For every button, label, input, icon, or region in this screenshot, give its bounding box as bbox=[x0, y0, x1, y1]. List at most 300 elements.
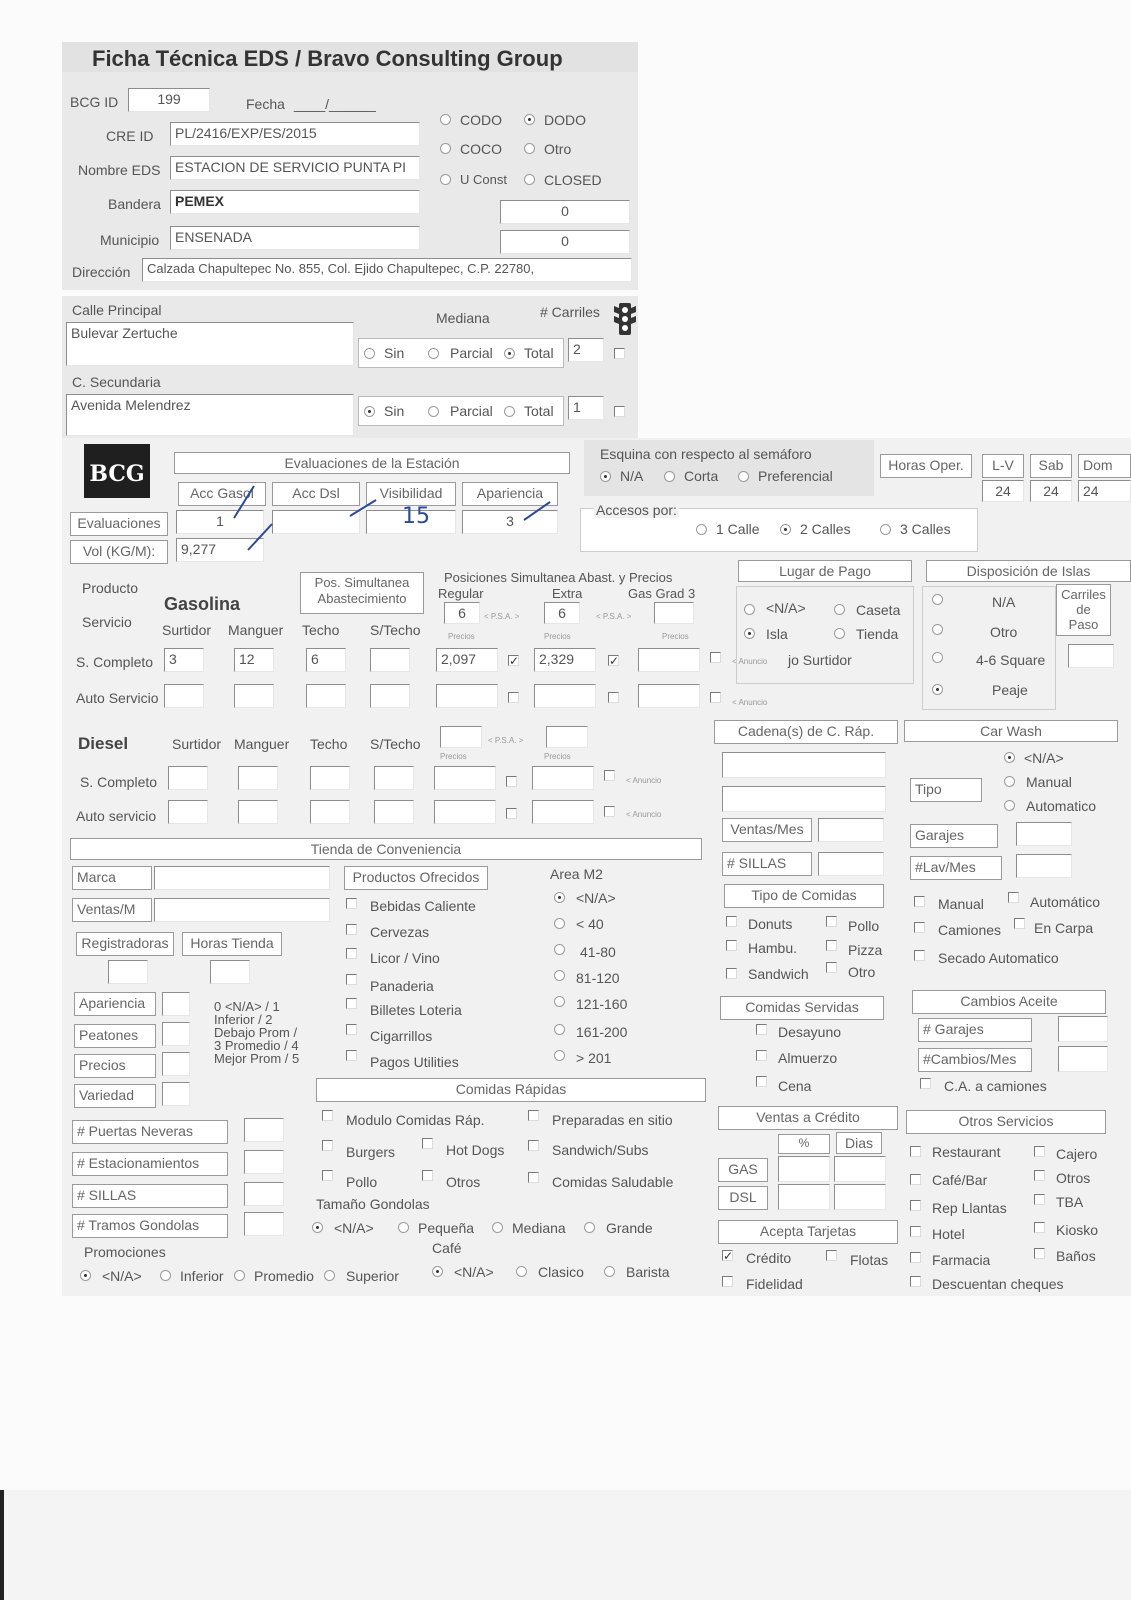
area-40-radio[interactable] bbox=[554, 918, 565, 929]
gondolas-na-label: <N/A> bbox=[334, 1220, 374, 1236]
secundaria-sin-radio[interactable] bbox=[364, 406, 375, 417]
prod-bebidas-label: Bebidas Caliente bbox=[370, 898, 476, 914]
area-161-radio[interactable] bbox=[554, 1024, 565, 1035]
direccion-field[interactable]: Calzada Chapultepec No. 855, Col. Ejido Chapultepec, C.P. 22780, bbox=[142, 258, 632, 282]
carwash-lav-field[interactable] bbox=[1016, 854, 1072, 878]
type-coco-label: COCO bbox=[460, 141, 502, 157]
area-121-label: 121-160 bbox=[576, 996, 628, 1012]
municipio-field[interactable]: ENSENADA bbox=[170, 226, 420, 250]
disp-peaje-radio[interactable] bbox=[932, 684, 943, 695]
gas-sc-extra-checkbox[interactable]: ✓ bbox=[609, 654, 620, 668]
cafe-na-radio[interactable] bbox=[432, 1266, 443, 1277]
cadena-ventas-field[interactable] bbox=[818, 818, 884, 842]
anuncio-label-1: < Anuncio bbox=[732, 657, 768, 666]
area-na-radio[interactable] bbox=[554, 892, 565, 903]
apariencia-header: Apariencia bbox=[462, 482, 558, 506]
promo-promedio-label: Promedio bbox=[254, 1268, 314, 1284]
tc-pollo-checkbox[interactable] bbox=[826, 916, 837, 927]
dsl-as-label: Auto servicio bbox=[76, 808, 157, 824]
cw-automatico-label: Automático bbox=[1030, 894, 1101, 910]
credito-dsl-pct[interactable] bbox=[778, 1184, 830, 1210]
credito-dias-header: Dias bbox=[836, 1132, 882, 1154]
dsl-as-manguer[interactable] bbox=[238, 800, 278, 824]
evaluaciones-header: Evaluaciones de la Estación bbox=[174, 452, 570, 474]
gas-sc-price-g3[interactable] bbox=[638, 648, 700, 672]
cadena-field-2[interactable] bbox=[722, 786, 886, 812]
cr-sandwich-checkbox[interactable] bbox=[528, 1140, 539, 1151]
tarjeta-flotas-checkbox[interactable] bbox=[826, 1250, 837, 1261]
os-llantas-label: Rep Llantas bbox=[932, 1200, 1007, 1216]
dsl-sc-manguer[interactable] bbox=[238, 766, 278, 790]
nombre-field[interactable]: ESTACION DE SERVICIO PUNTA PI bbox=[170, 156, 420, 180]
bandera-field[interactable]: PEMEX bbox=[170, 190, 420, 214]
os-kiosko-checkbox[interactable] bbox=[1034, 1222, 1045, 1233]
tc-pizza-checkbox[interactable] bbox=[826, 940, 837, 951]
pago-tienda-radio[interactable] bbox=[834, 628, 845, 639]
cr-modulo-checkbox[interactable] bbox=[322, 1110, 333, 1121]
gondolas-label: Tamaño Gondolas bbox=[316, 1196, 430, 1212]
gas-sc-price-extra[interactable]: 2,329 bbox=[534, 648, 596, 672]
puertas-field[interactable] bbox=[244, 1118, 284, 1142]
dsl-as-stecho[interactable] bbox=[374, 800, 414, 824]
pos-regular-field[interactable]: 6 bbox=[444, 602, 480, 624]
dsl-sc-anuncio-checkbox[interactable] bbox=[604, 770, 615, 781]
dsl-as-techo[interactable] bbox=[310, 800, 350, 824]
area-label: Area M2 bbox=[550, 866, 603, 882]
cr-burgers-checkbox[interactable] bbox=[322, 1140, 333, 1151]
os-restaurant-checkbox[interactable] bbox=[910, 1146, 921, 1157]
gondolas-mediana-radio[interactable] bbox=[492, 1222, 503, 1233]
gas-as-price-g3[interactable] bbox=[638, 684, 700, 708]
acc-dsl-value[interactable] bbox=[272, 510, 360, 534]
principal-parcial-radio[interactable] bbox=[428, 348, 439, 359]
gondolas-mediana-label: Mediana bbox=[512, 1220, 566, 1236]
fecha-field[interactable]: ____/______ bbox=[294, 96, 376, 112]
disp-square-radio[interactable] bbox=[932, 652, 943, 663]
tramos-field[interactable] bbox=[244, 1212, 284, 1236]
accesos-2-radio[interactable] bbox=[780, 524, 791, 535]
tc-sandwich-checkbox[interactable] bbox=[726, 968, 737, 979]
rating-precios-label: Precios bbox=[74, 1054, 156, 1078]
anuncio-label-2: < Anuncio bbox=[732, 698, 768, 707]
type-dodo-radio[interactable] bbox=[524, 114, 535, 125]
esquina-preferencial-label: Preferencial bbox=[758, 468, 833, 484]
pago-tienda-label: Tienda bbox=[856, 626, 899, 642]
prod-loteria-checkbox[interactable] bbox=[346, 998, 357, 1009]
gas-as-price-extra[interactable] bbox=[534, 684, 596, 708]
dsl-sc-price-1[interactable] bbox=[434, 766, 496, 790]
horas-lv-value[interactable]: 24 bbox=[982, 480, 1024, 502]
dsl-pos-field-1[interactable] bbox=[440, 726, 482, 748]
type-otro-radio[interactable] bbox=[524, 143, 535, 154]
cr-preparadas-checkbox[interactable] bbox=[528, 1110, 539, 1121]
ventas-m-field[interactable] bbox=[154, 898, 330, 922]
marca-field[interactable] bbox=[154, 866, 330, 890]
municipio-label: Municipio bbox=[100, 232, 160, 248]
grade-regular-label: Regular bbox=[438, 586, 484, 601]
os-cafebar-checkbox[interactable] bbox=[910, 1174, 921, 1185]
cr-saludable-checkbox[interactable] bbox=[528, 1172, 539, 1183]
prod-panaderia-checkbox[interactable] bbox=[346, 974, 357, 985]
gondolas-na-radio[interactable] bbox=[312, 1222, 323, 1233]
form-title: Ficha Técnica EDS / Bravo Consulting Group bbox=[92, 46, 563, 71]
type-otro-label: Otro bbox=[544, 141, 572, 157]
area-41-radio[interactable] bbox=[554, 944, 565, 955]
diesel-title: Diesel bbox=[78, 734, 129, 753]
principal-semaforo-checkbox[interactable] bbox=[614, 348, 625, 359]
cw-manual-label: Manual bbox=[938, 896, 984, 912]
precios-label-2: Precios bbox=[544, 632, 571, 641]
prod-utilities-label: Pagos Utilities bbox=[370, 1054, 459, 1070]
carwash-manual-radio[interactable] bbox=[1004, 776, 1015, 787]
tc-otro-checkbox[interactable] bbox=[826, 962, 837, 973]
esquina-label: Esquina con respecto al semáforo bbox=[600, 446, 812, 462]
horas-sab-value[interactable]: 24 bbox=[1030, 480, 1072, 502]
promo-superior-radio[interactable] bbox=[324, 1270, 335, 1281]
gas-as-extra-checkbox[interactable] bbox=[608, 692, 619, 703]
cafe-barista-radio[interactable] bbox=[604, 1266, 615, 1277]
dsl-as-anuncio-checkbox[interactable] bbox=[604, 806, 615, 817]
aceite-cambios-field[interactable] bbox=[1058, 1046, 1108, 1072]
otros-servicios-header: Otros Servicios bbox=[906, 1110, 1106, 1134]
prod-cigarrillos-checkbox[interactable] bbox=[346, 1024, 357, 1035]
area-81-label: 81-120 bbox=[576, 970, 620, 986]
carwash-lav-label: #Lav/Mes bbox=[910, 856, 1002, 880]
gas-sc-manguer[interactable]: 12 bbox=[234, 648, 274, 672]
number-field-2[interactable]: 0 bbox=[500, 230, 630, 254]
aceite-header: Cambios Aceite bbox=[912, 990, 1106, 1014]
cadena-sillas-field[interactable] bbox=[818, 852, 884, 876]
gas-as-surtidor[interactable] bbox=[164, 684, 204, 708]
cr-hotdogs-checkbox[interactable] bbox=[422, 1138, 433, 1149]
registradoras-field[interactable] bbox=[108, 960, 148, 984]
cw-carpa-checkbox[interactable] bbox=[1014, 918, 1025, 929]
credito-gas-dias[interactable] bbox=[834, 1156, 886, 1182]
accesos-3-radio[interactable] bbox=[880, 524, 891, 535]
evaluaciones-row-label: Evaluaciones bbox=[70, 512, 168, 536]
tc-hambu-checkbox[interactable] bbox=[726, 940, 737, 951]
cr-pollo-label: Pollo bbox=[346, 1174, 378, 1190]
prod-bebidas-checkbox[interactable] bbox=[346, 898, 357, 909]
dsl-sc-surtidor[interactable] bbox=[168, 766, 208, 790]
gas-sc-regular-checkbox[interactable]: ✓ bbox=[509, 654, 520, 668]
dsl-sc-checkbox-1[interactable] bbox=[506, 776, 517, 787]
fecha-label: Fecha bbox=[246, 96, 285, 112]
horas-tienda-field[interactable] bbox=[210, 960, 250, 984]
credito-header: Ventas a Crédito bbox=[718, 1106, 898, 1130]
disp-na-radio[interactable] bbox=[932, 594, 943, 605]
secundaria-carriles-field[interactable]: 1 bbox=[568, 396, 604, 420]
dsl-sc-price-2[interactable] bbox=[532, 766, 594, 790]
carwash-na-radio[interactable] bbox=[1004, 752, 1015, 763]
cre-id-field[interactable]: PL/2416/EXP/ES/2015 bbox=[170, 122, 420, 146]
mediana-label: Mediana bbox=[436, 310, 490, 326]
esquina-corta-radio[interactable] bbox=[664, 471, 675, 482]
promo-na-radio[interactable] bbox=[80, 1270, 91, 1281]
vol-label: Vol (KG/M): bbox=[70, 540, 168, 564]
principal-total-radio[interactable] bbox=[504, 348, 515, 359]
cr-hotdogs-label: Hot Dogs bbox=[446, 1142, 505, 1158]
horas-lv-header: L-V bbox=[982, 454, 1024, 478]
cw-carpa-label: En Carpa bbox=[1034, 920, 1094, 936]
type-closed-label: CLOSED bbox=[544, 172, 602, 188]
carriles-label: # Carriles bbox=[540, 304, 600, 320]
esquina-corta-label: Corta bbox=[684, 468, 719, 484]
type-uconst-radio[interactable] bbox=[440, 174, 451, 185]
precios-label-4: Precios bbox=[440, 752, 467, 761]
prod-licor-checkbox[interactable] bbox=[346, 948, 357, 959]
horas-sab-header: Sab bbox=[1030, 454, 1072, 478]
scan-edge-mark bbox=[0, 1490, 4, 1600]
prod-utilities-checkbox[interactable] bbox=[346, 1050, 357, 1061]
area-201-label: > 201 bbox=[576, 1050, 612, 1066]
secundaria-semaforo-checkbox[interactable] bbox=[614, 406, 625, 417]
vol-value[interactable]: 9,277 bbox=[176, 538, 264, 562]
tc-sandwich-label: Sandwich bbox=[748, 966, 809, 982]
gasolina-title: Gasolina bbox=[164, 594, 241, 614]
os-kiosko-label: Kiosko bbox=[1056, 1222, 1099, 1238]
tarjeta-fidelidad-checkbox[interactable] bbox=[722, 1276, 733, 1287]
os-hotel-checkbox[interactable] bbox=[910, 1226, 921, 1237]
gas-sc-techo[interactable]: 6 bbox=[306, 648, 346, 672]
gas-as-anuncio-checkbox[interactable] bbox=[710, 692, 721, 703]
type-uconst-label: U Const bbox=[460, 172, 507, 187]
principal-sin-radio[interactable] bbox=[364, 348, 375, 359]
gondolas-grande-radio[interactable] bbox=[584, 1222, 595, 1233]
productos-header: Productos Ofrecidos bbox=[344, 866, 488, 890]
dsl-pos-field-2[interactable] bbox=[546, 726, 588, 748]
horas-oper-label: Horas Oper. bbox=[880, 454, 972, 478]
cadena-field-1[interactable] bbox=[722, 752, 886, 778]
carwash-garajes-field[interactable] bbox=[1016, 822, 1072, 846]
principal-parcial-label: Parcial bbox=[450, 345, 493, 361]
tc-donuts-label: Donuts bbox=[748, 916, 793, 932]
cr-preparadas-label: Preparadas en sitio bbox=[552, 1112, 673, 1128]
aceite-garajes-field[interactable] bbox=[1058, 1016, 1108, 1042]
grade-g3-label: Gas Grad 3 bbox=[628, 586, 696, 601]
aceite-camiones-checkbox[interactable] bbox=[920, 1078, 931, 1089]
comidas-servidas-header: Comidas Servidas bbox=[720, 996, 884, 1020]
os-farmacia-label: Farmacia bbox=[932, 1252, 991, 1268]
secundaria-parcial-label: Parcial bbox=[450, 403, 493, 419]
os-llantas-checkbox[interactable] bbox=[910, 1200, 921, 1211]
pos-precios-label: Posiciones Simultanea Abast. y Precios bbox=[444, 570, 673, 585]
disp-otro-radio[interactable] bbox=[932, 624, 943, 635]
prod-loteria-label: Billetes Loteria bbox=[370, 1002, 462, 1018]
horas-dom-value[interactable]: 24 bbox=[1078, 480, 1131, 502]
tc-otro-label: Otro bbox=[848, 964, 876, 980]
gas-sc-price-regular[interactable]: 2,097 bbox=[436, 648, 498, 672]
cs-desayuno-checkbox[interactable] bbox=[756, 1024, 767, 1035]
credito-dsl-label: DSL bbox=[718, 1186, 768, 1210]
prod-panaderia-label: Panaderia bbox=[370, 978, 434, 994]
carriles-paso-field[interactable] bbox=[1068, 644, 1114, 668]
type-coco-radio[interactable] bbox=[440, 143, 451, 154]
ventas-m-label: Ventas/M bbox=[72, 898, 152, 922]
carwash-auto-radio[interactable] bbox=[1004, 800, 1015, 811]
pago-na-radio[interactable] bbox=[744, 604, 755, 615]
prod-cervezas-checkbox[interactable] bbox=[346, 924, 357, 935]
apariencia-value[interactable]: 3 bbox=[462, 510, 558, 534]
cw-secado-checkbox[interactable] bbox=[914, 950, 925, 961]
gas-as-price-regular[interactable] bbox=[436, 684, 498, 708]
prod-cervezas-label: Cervezas bbox=[370, 924, 430, 940]
secundaria-total-radio[interactable] bbox=[504, 406, 515, 417]
rating-precios-field[interactable] bbox=[162, 1052, 190, 1076]
cs-almuerzo-checkbox[interactable] bbox=[756, 1050, 767, 1061]
area-121-radio[interactable] bbox=[554, 996, 565, 1007]
area-81-radio[interactable] bbox=[554, 970, 565, 981]
os-cajero-label: Cajero bbox=[1056, 1146, 1098, 1162]
os-cajero-checkbox[interactable] bbox=[1034, 1146, 1045, 1157]
dsl-sc-stecho[interactable] bbox=[374, 766, 414, 790]
cw-manual-checkbox[interactable] bbox=[914, 896, 925, 907]
estacionamientos-field[interactable] bbox=[244, 1150, 284, 1174]
disp-na-label: N/A bbox=[992, 594, 1016, 610]
anuncio-label-4: < Anuncio bbox=[626, 810, 662, 819]
os-cheques-checkbox[interactable] bbox=[910, 1276, 921, 1287]
principal-total-label: Total bbox=[524, 345, 554, 361]
cr-modulo-label: Modulo Comidas Ráp. bbox=[346, 1112, 485, 1128]
gas-col-surtidor: Surtidor bbox=[162, 622, 212, 638]
tarjeta-credito-label: Crédito bbox=[746, 1250, 792, 1266]
promo-promedio-radio[interactable] bbox=[234, 1270, 245, 1281]
bcg-id-field[interactable]: 199 bbox=[128, 88, 210, 112]
pos-extra-field[interactable]: 6 bbox=[544, 602, 580, 624]
rating-variedad-field[interactable] bbox=[162, 1082, 190, 1106]
direccion-label: Dirección bbox=[72, 264, 131, 280]
calle-principal-field[interactable]: Bulevar Zertuche bbox=[66, 322, 354, 366]
gas-sc-label: S. Completo bbox=[76, 654, 154, 670]
accesos-1-radio[interactable] bbox=[696, 524, 707, 535]
tramos-label: # Tramos Gondolas bbox=[72, 1214, 228, 1238]
area-na-label: <N/A> bbox=[576, 890, 616, 906]
number-field-1[interactable]: 0 bbox=[500, 200, 630, 224]
horas-tienda-label: Horas Tienda bbox=[182, 932, 282, 956]
cr-burgers-label: Burgers bbox=[346, 1144, 396, 1160]
credito-dsl-dias[interactable] bbox=[834, 1184, 886, 1210]
principal-carriles-field[interactable]: 2 bbox=[568, 338, 604, 362]
area-161-label: 161-200 bbox=[576, 1024, 628, 1040]
os-banos-checkbox[interactable] bbox=[1034, 1248, 1045, 1259]
tipo-comidas-header: Tipo de Comidas bbox=[724, 884, 884, 908]
dsl-col-stecho: S/Techo bbox=[370, 736, 421, 752]
tarjeta-flotas-label: Flotas bbox=[850, 1252, 889, 1268]
secundaria-parcial-radio[interactable] bbox=[428, 406, 439, 417]
os-tba-checkbox[interactable] bbox=[1034, 1194, 1045, 1205]
pago-caseta-radio[interactable] bbox=[834, 604, 845, 615]
gas-as-manguer[interactable] bbox=[234, 684, 274, 708]
promo-inferior-label: Inferior bbox=[180, 1268, 224, 1284]
calle-secundaria-field[interactable]: Avenida Melendrez bbox=[66, 394, 354, 436]
bcg-logo: BCG bbox=[84, 444, 150, 498]
gas-as-regular-checkbox[interactable] bbox=[508, 692, 519, 703]
cs-almuerzo-label: Almuerzo bbox=[778, 1050, 838, 1066]
tc-donuts-checkbox[interactable] bbox=[726, 916, 737, 927]
cadena-ventas-label: Ventas/Mes bbox=[722, 818, 812, 842]
gas-sc-stecho[interactable] bbox=[370, 648, 410, 672]
visibilidad-header: Visibilidad bbox=[366, 482, 456, 506]
cw-automatico-checkbox[interactable] bbox=[1008, 892, 1019, 903]
promo-superior-label: Superior bbox=[346, 1268, 399, 1284]
cw-camiones-checkbox[interactable] bbox=[914, 922, 925, 933]
tc-hambu-label: Hambu. bbox=[748, 940, 798, 956]
gas-as-stecho[interactable] bbox=[370, 684, 410, 708]
comidas-rapidas-header: Comidas Rápidas bbox=[316, 1078, 706, 1102]
cafe-clasico-radio[interactable] bbox=[516, 1266, 527, 1277]
credito-gas-pct[interactable] bbox=[778, 1156, 830, 1182]
cr-sandwich-label: Sandwich/Subs bbox=[552, 1142, 649, 1158]
principal-sin-label: Sin bbox=[384, 345, 405, 361]
os-tba-label: TBA bbox=[1056, 1194, 1084, 1210]
os-farmacia-checkbox[interactable] bbox=[910, 1252, 921, 1263]
promociones-label: Promociones bbox=[84, 1244, 166, 1260]
area-201-radio[interactable] bbox=[554, 1050, 565, 1061]
tarjeta-fidelidad-label: Fidelidad bbox=[746, 1276, 803, 1292]
dsl-as-surtidor[interactable] bbox=[168, 800, 208, 824]
producto-label: Producto bbox=[82, 580, 139, 596]
gas-as-techo[interactable] bbox=[306, 684, 346, 708]
precios-label-5: Precios bbox=[544, 752, 571, 761]
esquina-na-radio[interactable] bbox=[600, 471, 611, 482]
cr-pollo-checkbox[interactable] bbox=[322, 1170, 333, 1181]
gas-sc-surtidor[interactable]: 3 bbox=[164, 648, 204, 672]
cr-otros-checkbox[interactable] bbox=[422, 1170, 433, 1181]
pago-isla-radio[interactable] bbox=[744, 628, 755, 639]
acc-gasol-value[interactable]: 1 bbox=[176, 510, 264, 534]
visibilidad-handwritten: 15 bbox=[402, 504, 430, 529]
gondolas-pequena-radio[interactable] bbox=[398, 1222, 409, 1233]
rating-apariencia-field[interactable] bbox=[162, 992, 190, 1016]
rating-peatones-field[interactable] bbox=[162, 1022, 190, 1046]
accesos-2-label: 2 Calles bbox=[800, 521, 851, 537]
pos-g3-field[interactable] bbox=[654, 602, 694, 624]
os-otros-label: Otros bbox=[1056, 1170, 1091, 1186]
prod-licor-label: Licor / Vino bbox=[370, 950, 440, 966]
carriles-paso-label: Carriles de Paso bbox=[1056, 584, 1111, 636]
dsl-as-price-1[interactable] bbox=[434, 800, 496, 824]
cs-cena-checkbox[interactable] bbox=[756, 1076, 767, 1087]
dsl-sc-techo[interactable] bbox=[310, 766, 350, 790]
calle-secundaria-label: C. Secundaria bbox=[72, 374, 161, 390]
cr-saludable-label: Comidas Saludable bbox=[552, 1174, 674, 1190]
esquina-preferencial-radio[interactable] bbox=[738, 471, 749, 482]
pago-na-label: <N/A> bbox=[766, 600, 806, 616]
dsl-col-surtidor: Surtidor bbox=[172, 736, 222, 752]
psa-label-1: < P.S.A. > bbox=[484, 612, 520, 621]
type-codo-radio[interactable] bbox=[440, 114, 451, 125]
os-otros-checkbox[interactable] bbox=[1034, 1170, 1045, 1181]
tienda-sillas-field[interactable] bbox=[244, 1182, 284, 1206]
gas-col-techo: Techo bbox=[302, 622, 340, 638]
tarjeta-credito-checkbox[interactable]: ✓ bbox=[723, 1249, 734, 1263]
dsl-as-price-2[interactable] bbox=[532, 800, 594, 824]
tc-pollo-label: Pollo bbox=[848, 918, 880, 934]
carwash-garajes-label: Garajes bbox=[910, 824, 998, 848]
horas-dom-header: Dom bbox=[1078, 454, 1131, 478]
pago-isla-label: Isla bbox=[766, 626, 788, 642]
dsl-as-checkbox-1[interactable] bbox=[506, 808, 517, 819]
aceite-garajes-label: # Garajes bbox=[918, 1018, 1032, 1042]
tienda-sillas-label: # SILLAS bbox=[72, 1184, 228, 1208]
cs-desayuno-label: Desayuno bbox=[778, 1024, 842, 1040]
nombre-label: Nombre EDS bbox=[78, 162, 161, 178]
type-closed-radio[interactable] bbox=[524, 174, 535, 185]
servicio-label: Servicio bbox=[82, 614, 132, 630]
promo-inferior-radio[interactable] bbox=[160, 1270, 171, 1281]
gas-sc-anuncio-checkbox[interactable] bbox=[710, 652, 721, 663]
gondolas-pequena-label: Pequeña bbox=[418, 1220, 475, 1236]
